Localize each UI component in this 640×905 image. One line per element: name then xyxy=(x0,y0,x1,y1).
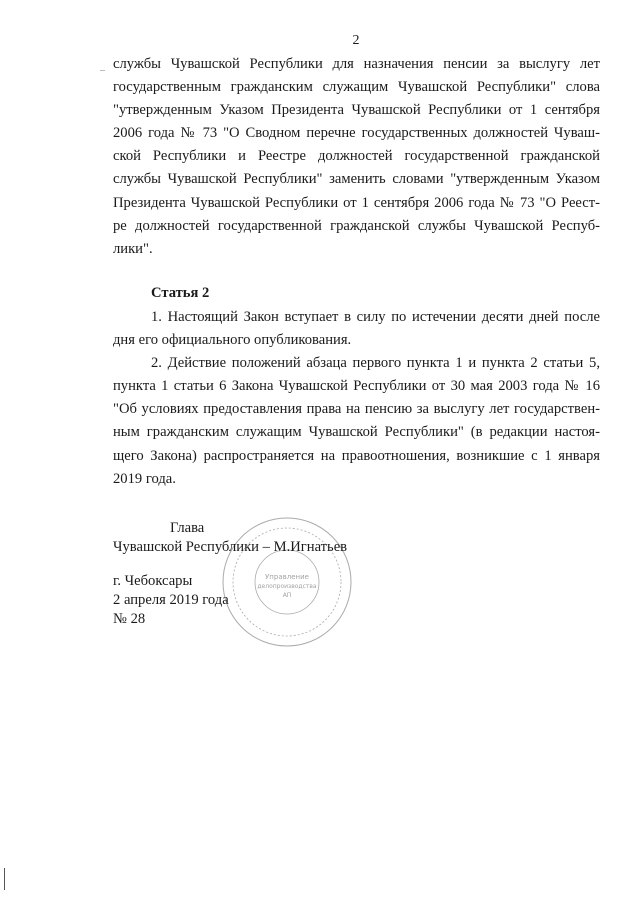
text-line: лики". xyxy=(113,240,153,257)
scan-mark xyxy=(100,70,105,71)
signature-line xyxy=(113,538,347,557)
signature-title: Глава xyxy=(170,520,205,536)
text-line: пункта 1 статьи 6 Закона Чувашской Республики от 30 мая 2003 года № 16 xyxy=(113,378,600,395)
stamp-text: делопроизводства xyxy=(257,583,317,590)
text-line: ре должностей государственной гражданской службы Чувашской Респуб- xyxy=(113,217,600,234)
signature-block xyxy=(113,519,347,557)
text-line: 2006 года № 73 "О Сводном перечне государственных должностей Чуваш- xyxy=(113,125,600,142)
signature-dash: – xyxy=(262,539,274,555)
text-line: ным гражданским служащим Чувашской Республики" (в редакции настоя- xyxy=(113,424,600,441)
text-line: 2. Действие положений абзаца первого пункта 1 и пункта 2 статьи 5, xyxy=(151,355,600,372)
text-line: 1. Настоящий Закон вступает в силу по истечении десяти дней после xyxy=(151,309,600,325)
text-line: "Об условиях предоставления права на пенсию за выслугу лет государствен- xyxy=(113,401,600,418)
text-line: 2019 года. xyxy=(113,470,176,487)
text-line: службы Чувашской Республики для назначения пенсии за выслугу лет xyxy=(113,56,600,72)
page-number: 2 xyxy=(352,33,360,48)
law-number: № 28 xyxy=(113,611,146,627)
stamp-text: АП xyxy=(282,592,292,599)
signatory-name: М.Игнатьев xyxy=(273,539,348,555)
text-line: "утвержденным Указом Президента Чувашской Республики от 1 сентября xyxy=(113,102,600,119)
text-line: щего Закона) распространяется на правоотношения, возникшие с 1 января xyxy=(113,447,600,464)
place-date-block xyxy=(113,572,229,629)
article-body xyxy=(113,306,600,491)
intro-paragraph xyxy=(113,53,600,261)
text-line: дня его официального опубликования. xyxy=(113,332,352,349)
law-date: 2 апреля 2019 года xyxy=(113,592,229,608)
text-line: Президента Чувашской Республики от 1 сентября 2006 года № 73 "О Реест- xyxy=(113,194,600,211)
text-line: государственным гражданским служащим Чувашской Республики" слова xyxy=(113,79,600,96)
scan-edge-mark xyxy=(4,868,5,890)
text-line: службы Чувашской Республики" заменить словами "утвержденным Указом xyxy=(113,171,600,188)
article-heading: Статья 2 xyxy=(151,285,210,301)
place-city: г. Чебоксары xyxy=(113,573,193,589)
stamp-text: Управление xyxy=(265,573,309,581)
signature-title-2: Чувашской Республики xyxy=(113,539,259,555)
text-line: ской Республики и Реестре должностей государственной гражданской xyxy=(113,148,600,165)
